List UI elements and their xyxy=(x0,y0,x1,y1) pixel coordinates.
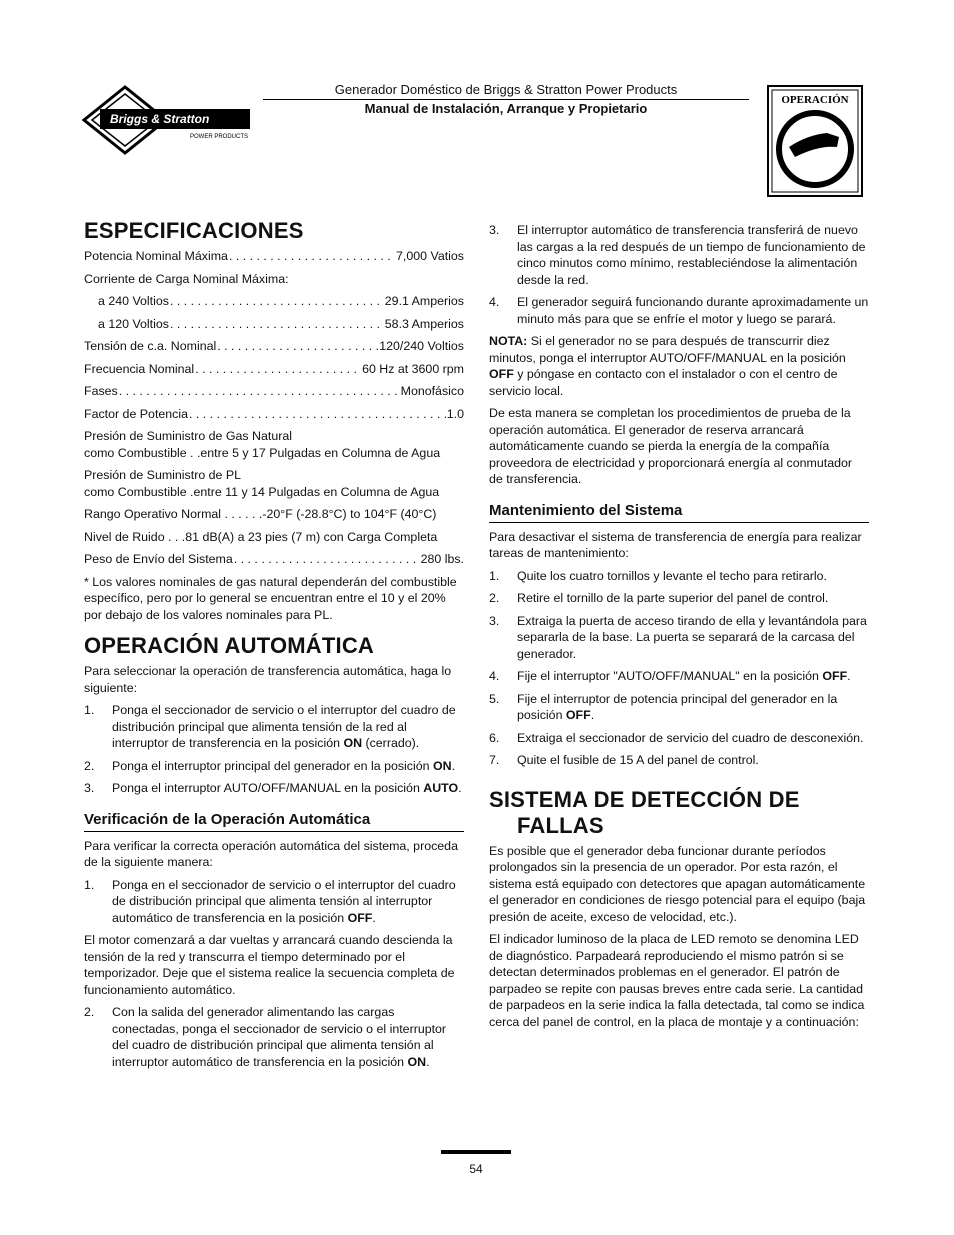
operacion-badge xyxy=(767,85,863,197)
spec-row: Fases . . . Monofásico xyxy=(84,383,464,400)
svg-text:Briggs & Stratton: Briggs & Stratton xyxy=(110,112,210,126)
specs-heading: ESPECIFICACIONES xyxy=(84,218,304,243)
fault-paragraph-1: Es posible que el generador deba funcionar durante períodos prolongados sin la presencia de un operador. Por esta razón, el sistema está equipado con detectores que apagan automáticamente el generador en condiciones de riesgo potencial para el equipo (baja presión de aceite, exceso de velocidad, etc.). xyxy=(489,843,866,924)
verification-steps xyxy=(84,877,464,927)
right-column xyxy=(489,222,869,1036)
header-title: Generador Doméstico de Briggs & Stratton Power Products xyxy=(334,82,678,97)
spec-row: Tensión de c.a. Nominal . . . 120/240 Voltios xyxy=(84,338,464,355)
list-item: 3. Ponga el interruptor AUTO/OFF/MANUAL en la posición AUTO. xyxy=(84,781,462,795)
list-item: 2. Ponga el interruptor principal del generador en la posición ON. xyxy=(84,758,456,773)
list-item: 6. Extraiga el seccionador de servicio del cuadro de desconexión. xyxy=(489,730,864,745)
completion-paragraph: De esta manera se completan los procedimientos de prueba de la operación automática. El generador de reserva arrancará automáticamente cuando se pierda la energía de la compañía proveedora de electricidad y proporcionará energía al conmutador de transferencia. xyxy=(489,406,852,486)
list-item: 3. El interruptor automático de transferencia transferirá de nuevo las cargas a la red después de un tiempo de funcionamiento de cinco minutos como mínimo, restableciéndose la alimentación desde la red. xyxy=(489,223,866,287)
verification-intro: Para verificar la correcta operación automática del sistema, proceda de la siguiente manera: xyxy=(84,838,458,869)
fault-detection-heading: SISTEMA DE DETECCIÓN DE FALLAS xyxy=(489,786,800,838)
svg-text:OPERACIÓN: OPERACIÓN xyxy=(781,94,849,106)
list-item: 3. Extraiga la puerta de acceso tirando de ella y levantándola para separarla de la base. La puerta se separará de la carcasa del generador. xyxy=(489,613,867,661)
specs-footnote: * Los valores nominales de gas natural dependerán del combustible específico, pero por lo general se encuentran entre el 10 y el 20% por debajo de los valores nominales para PL. xyxy=(84,574,457,622)
spec-row: Factor de Potencia . . . 1.0 xyxy=(84,406,464,423)
left-column xyxy=(84,218,464,1076)
list-item: 4. Fije el interruptor "AUTO/OFF/MANUAL" en la posición OFF. xyxy=(489,669,851,683)
auto-operation-heading: OPERACIÓN AUTOMÁTICA xyxy=(84,633,374,658)
list-item: 2. Con la salida del generador alimentando las cargas conectadas, ponga el seccionador de servicio o el interruptor del cuadro de distribución principal que alimenta tensión al interruptor automático de transferencia en la posición ON. xyxy=(84,1005,447,1069)
spec-row: Potencia Nominal Máxima . . . 7,000 Vatios xyxy=(84,248,464,265)
list-item: 7. Quite el fusible de 15 A del panel de control. xyxy=(489,753,759,767)
header-divider xyxy=(263,99,749,100)
list-item: 1. Ponga el seccionador de servicio o el interruptor del cuadro de distribución principal que alimenta tensión de la red al interruptor de transferencia en la posición ON (cerrado). xyxy=(84,703,456,750)
note-paragraph: NOTA: Si el generador no se para después de transcurrir diez minutos, ponga el interruptor AUTO/OFF/MANUAL en la posición OFF y póngase en contacto con el instalador o con el centro de servicio local. xyxy=(489,334,846,398)
spec-row: a 120 Voltios . . . 58.3 Amperios xyxy=(84,316,464,333)
spec-row: Peso de Envío del Sistema . . . 280 lbs. xyxy=(84,551,464,568)
footer-bar xyxy=(441,1150,511,1154)
spec-pl: Presión de Suministro de PL como Combustible .entre 11 y 14 Pulgadas en Columna de Agua xyxy=(84,468,440,499)
maintenance-heading: Mantenimiento del Sistema xyxy=(489,502,869,523)
maintenance-steps xyxy=(489,568,869,769)
list-item: 2. Retire el tornillo de la parte superior del panel de control. xyxy=(489,591,829,605)
header-subtitle: Manual de Instalación, Arranque y Propietario xyxy=(364,101,648,116)
spec-row: Frecuencia Nominal . . . 60 Hz at 3600 rpm xyxy=(84,361,464,378)
list-item: 5. Fije el interruptor de potencia principal del generador en la posición OFF. xyxy=(489,691,838,722)
maintenance-intro: Para desactivar el sistema de transferencia de energía para realizar tareas de mantenimiento: xyxy=(489,529,862,560)
verification-steps-cont xyxy=(489,222,869,327)
verification-heading: Verificación de la Operación Automática xyxy=(84,811,464,832)
spec-row: a 240 Voltios . . . 29.1 Amperios xyxy=(84,293,464,310)
spec-row: Corriente de Carga Nominal Máxima: xyxy=(84,271,289,286)
svg-text:POWER PRODUCTS: POWER PRODUCTS xyxy=(190,134,249,140)
list-item: 1. Ponga en el seccionador de servicio o el interruptor del cuadro de distribución principal que alimenta tensión al interruptor automático de transferencia en la posición OFF. xyxy=(84,877,456,925)
verification-steps-2 xyxy=(84,1004,464,1070)
spec-rango: Rango Operativo Normal . . . . . .-20°F (-28.8°C) to 104°F (40°C) xyxy=(84,507,437,521)
list-item: 4. El generador seguirá funcionando durante aproximadamente un minuto más para que se enfríe el motor y luego se parará. xyxy=(489,295,869,326)
list-item: 1. Quite los cuatro tornillos y levante el techo para retirarlo. xyxy=(489,568,827,583)
page-number: 54 xyxy=(469,1162,483,1176)
auto-steps xyxy=(84,702,464,797)
verification-paragraph: El motor comenzará a dar vueltas y arrancará cuando descienda la tensión de la red y transcurra el tiempo determinado por el temporizador. Deje que el sistema realice la secuencia completa de funcionamiento automático. xyxy=(84,933,455,997)
briggs-stratton-logo xyxy=(80,85,255,155)
spec-ruido: Nivel de Ruido . . .81 dB(A) a 23 pies (7 m) con Carga Completa xyxy=(84,529,438,544)
fault-paragraph-2: El indicador luminoso de la placa de LED remoto se denomina LED de diagnóstico. Parpadeará reproduciendo el mismo patrón si se detectan determinados problemas en el generador. El patrón de parpadeo se repite con pausas breves entre cada serie. La cantidad de parpadeos en la serie indica la falla detectada, tal como se indica cerca del panel de control, en la placa de montaje y a continuación: xyxy=(489,932,865,1029)
auto-intro: Para seleccionar la operación de transferencia automática, haga lo siguiente: xyxy=(84,664,452,695)
spec-gas-natural: Presión de Suministro de Gas Natural como Combustible . .entre 5 y 17 Pulgadas en Columna de Agua xyxy=(84,429,441,460)
